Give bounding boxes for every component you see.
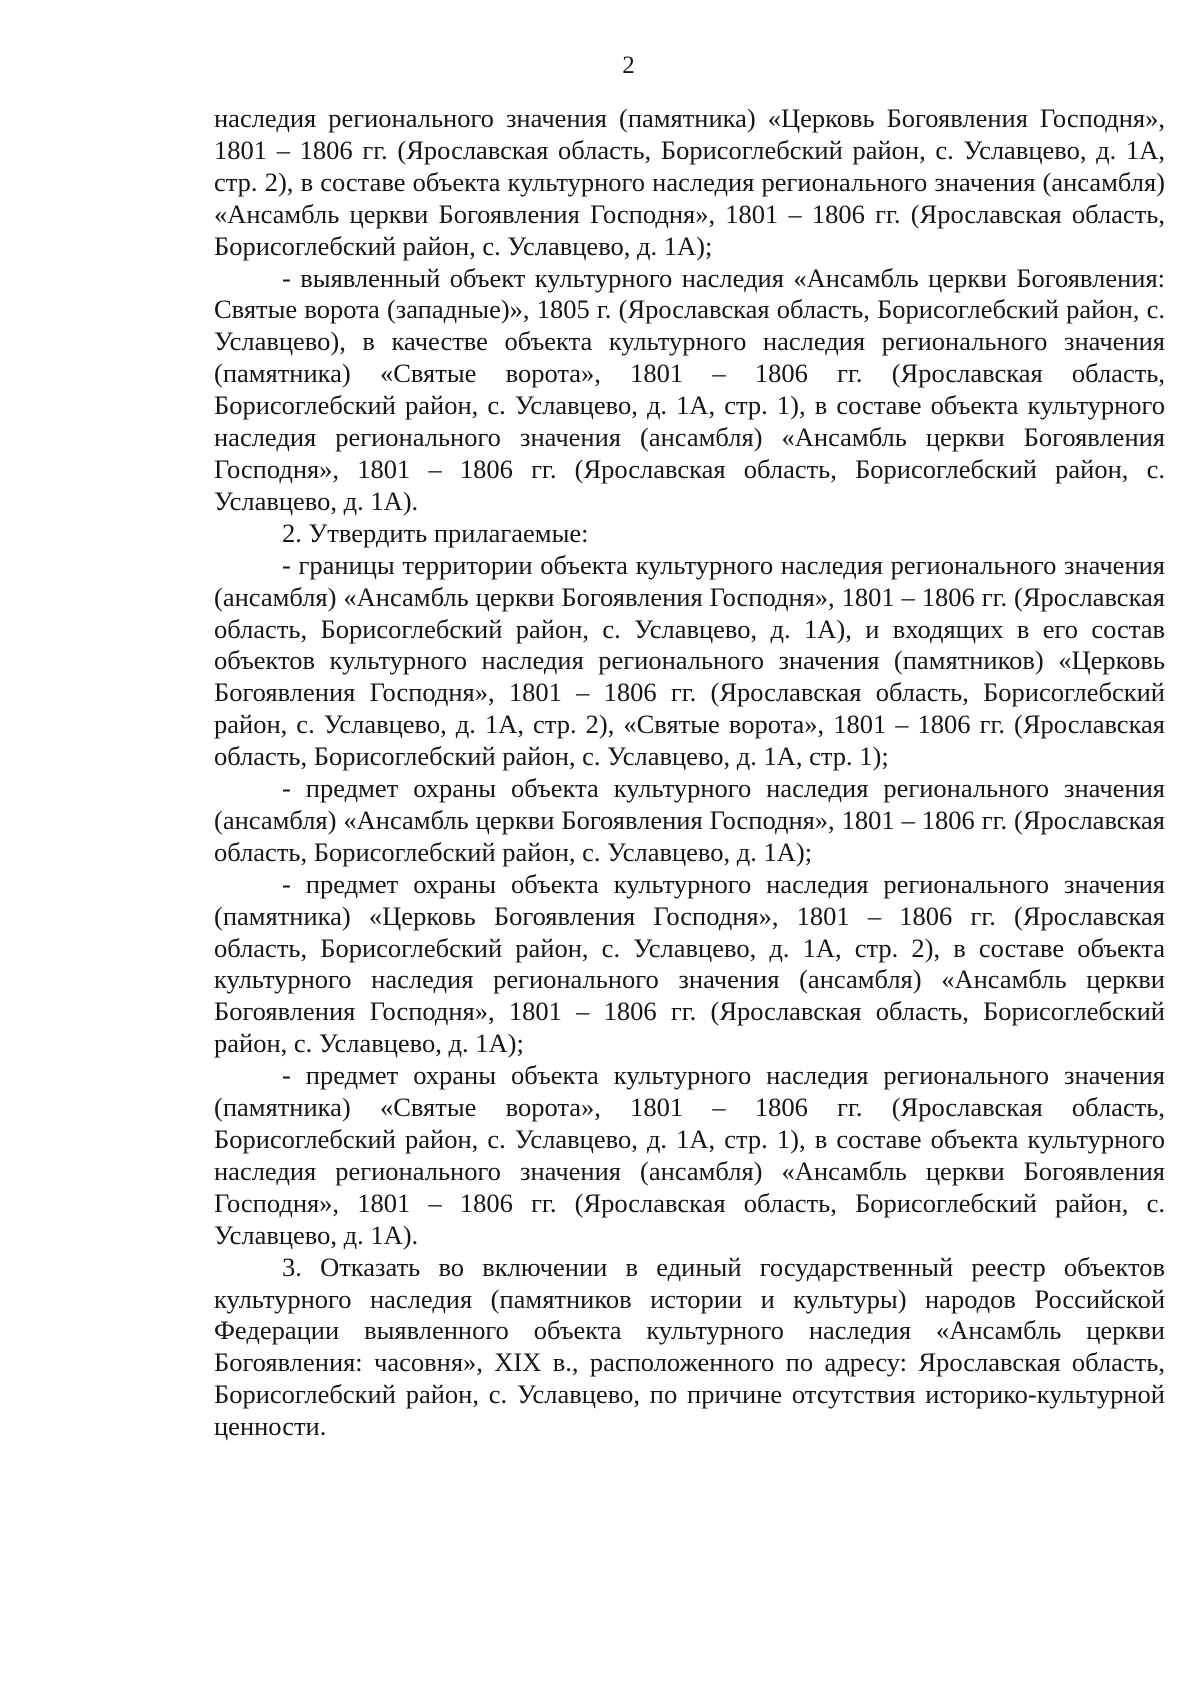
paragraph-continuation: наследия регионального значения (памятника) «Церковь Богоявления Господня», 1801 – 1806 гг. (Ярославская область, Борисоглебский район, с. Уславцево, д. 1А, стр. 2), в составе объекта культурного наследия регионального значения (ансамбля) «Ансамбль церкви Богоявления Господня», 1801 – 1806 гг. (Ярославская область, Борисоглебский район, с. Уславцево, д. 1А);: [214, 103, 1165, 261]
paragraph-protection-subject-church: - предмет охраны объекта культурного наследия регионального значения (памятника) «Церковь Богоявления Господня», 1801 – 1806 гг. (Ярославская область, Борисоглебский район, с. Уславцево, д. 1А, стр. 2), в составе объекта культурного наследия регионального значения (ансамбля) «Ансамбль церкви Богоявления Господня», 1801 – 1806 гг. (Ярославская область, Борисоглебский район, с. Уславцево, д. 1А);: [214, 868, 1165, 1059]
paragraph-protection-subject-ensemble: - предмет охраны объекта культурного наследия регионального значения (ансамбля) «Ансамбль церкви Богоявления Господня», 1801 – 1806 гг. (Ярославская область, Борисоглебский район, с. Уславцево, д. 1А);: [214, 773, 1165, 867]
page-number: 2: [622, 52, 635, 79]
document-body: [214, 103, 1165, 1443]
paragraph-item-3-refusal: 3. Отказать во включении в единый государственный реестр объектов культурного наследия (памятников истории и культуры) народов Российской Федерации выявленного объекта культурного наследия «Ансамбль церкви Богоявления: часовня», XIX в., расположенного по адресу: Ярославская область, Борисоглебский район, с. Уславцево, по причине отсутствия историко-культурной ценности.: [214, 1251, 1165, 1442]
paragraph-territory-boundaries: - границы территории объекта культурного наследия регионального значения (ансамбля) «Ансамбль церкви Богоявления Господня», 1801 – 1806 гг. (Ярославская область, Борисоглебский район, с. Уславцево, д. 1А), и входящих в его состав объектов культурного наследия регионального значения (памятников) «Церковь Богоявления Господня», 1801 – 1806 гг. (Ярославская область, Борисоглебский район, с. Уславцево, д. 1А, стр. 2), «Святые ворота», 1801 – 1806 гг. (Ярославская область, Борисоглебский район, с. Уславцево, д. 1А, стр. 1);: [214, 549, 1165, 772]
paragraph-protection-subject-gates: - предмет охраны объекта культурного наследия регионального значения (памятника) «Святые ворота», 1801 – 1806 гг. (Ярославская область, Борисоглебский район, с. Уславцево, д. 1А, стр. 1), в составе объекта культурного наследия регионального значения (ансамбля) «Ансамбль церкви Богоявления Господня», 1801 – 1806 гг. (Ярославская область, Борисоглебский район, с. Уславцево, д. 1А).: [214, 1060, 1165, 1250]
paragraph-identified-object-gates: - выявленный объект культурного наследия «Ансамбль церкви Богоявления: Святые ворота (западные)», 1805 г. (Ярославская область, Борисоглебский район, с. Уславцево), в качестве объекта культурного наследия регионального значения (памятника) «Святые ворота», 1801 – 1806 гг. (Ярославская область, Борисоглебский район, с. Уславцево, д. 1А, стр. 1), в составе объекта культурного наследия регионального значения (ансамбля) «Ансамбль церкви Богоявления Господня», 1801 – 1806 гг. (Ярославская область, Борисоглебский район, с. Уславцево, д. 1А).: [214, 262, 1165, 516]
paragraph-item-2-heading: 2. Утвердить прилагаемые:: [282, 517, 589, 548]
